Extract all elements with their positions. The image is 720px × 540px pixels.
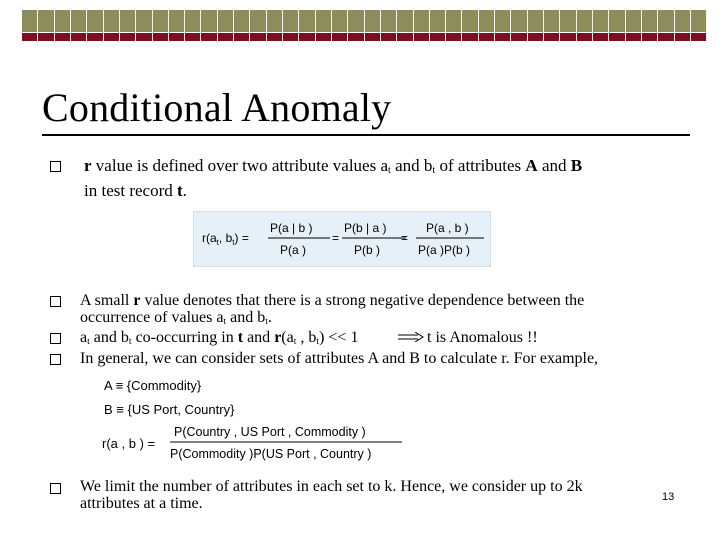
formula1-eq2: =: [401, 231, 409, 245]
formula1-frac2-num: P(b | a ): [344, 221, 387, 235]
formula2-denominator: P(Commodity )P(US Port , Country ): [170, 447, 372, 461]
formula1-frac3-den: P(a )P(b ): [418, 243, 471, 257]
header-band-red: [22, 33, 707, 41]
formula1-frac1-den: P(a ): [280, 243, 307, 257]
formula1-eq1: =: [332, 231, 340, 245]
formula-example: [98, 376, 410, 466]
title-underline: [42, 134, 690, 136]
formula2-numerator: P(Country , US Port , Commodity ): [174, 425, 366, 439]
bullet-square-icon: [50, 296, 61, 307]
header-band: [22, 10, 707, 40]
bullet-square-icon: [50, 483, 61, 494]
formula1-frac2-den: P(b ): [354, 243, 381, 257]
set-b-definition: B ≡ {US Port, Country}: [104, 402, 235, 417]
bullet-square-icon: [50, 354, 61, 365]
formula1-lhs: $r(a_t$, $b_t$) =: [202, 231, 249, 247]
bullet-square-icon: [50, 161, 61, 172]
bullet-text-3: $a_t$ and $b_t$ co-occurring in t and $r(a_t$ , $b_t) << 1$: [80, 329, 359, 347]
bullet-text-5: We limit the number of attributes in each set to k. Hence, we consider up to 2k attributes at a time.: [80, 478, 583, 512]
bullet-text-1: r value is defined over two attribute values $a_t$ and $b_t$ of attributes A and B in test record t.: [84, 156, 583, 200]
formula1-frac3-num: P(a , b ): [426, 221, 469, 235]
implies-arrow-icon: [398, 332, 424, 342]
bullet-text-2: A small r value denotes that there is a strong negative dependence between the occurrence of values $a_t$ and $b_t$.: [80, 292, 585, 327]
bullet-square-icon: [50, 333, 61, 344]
slide-title: Conditional Anomaly: [42, 85, 392, 130]
anomalous-result: t is Anomalous !!: [427, 329, 538, 346]
header-band-olive: [22, 10, 707, 32]
page-number: 13: [662, 491, 675, 503]
formula1-frac1-num: P(a | b ): [270, 221, 313, 235]
formula-r-definition: [193, 211, 491, 267]
set-a-definition: A ≡ {Commodity}: [104, 378, 202, 393]
formula2-lhs: r(a , b ) =: [102, 436, 156, 451]
bullet-text-4: In general, we can consider sets of attributes A and B to calculate r. For example,: [80, 350, 599, 367]
